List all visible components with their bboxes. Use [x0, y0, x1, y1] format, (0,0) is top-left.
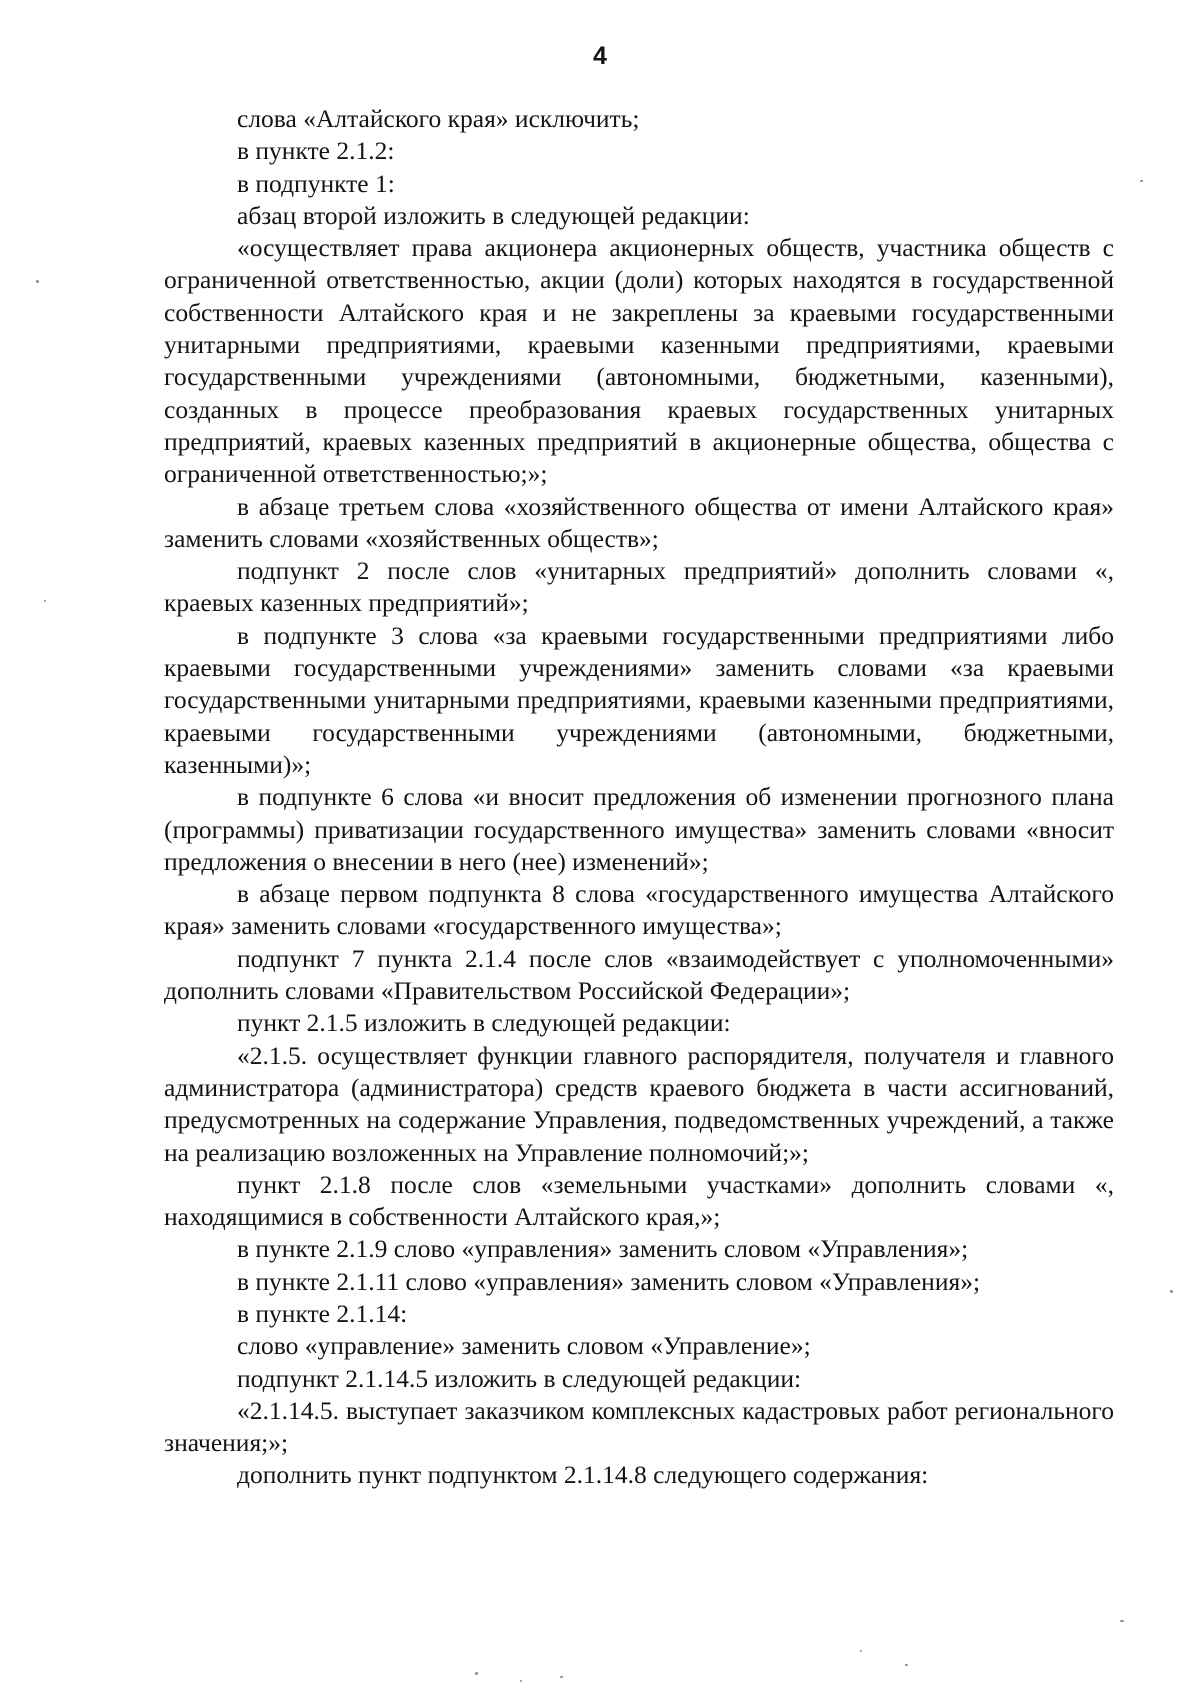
paragraph: абзац второй изложить в следующей редакции:	[237, 200, 750, 230]
scan-speck	[905, 1664, 908, 1666]
scan-speck	[860, 1650, 862, 1652]
paragraph: пункт 2.1.5 изложить в следующей редакции:	[237, 1008, 731, 1038]
paragraph: в подпункте 3 слова «за краевыми государственными предприятиями либо краевыми государственными учреждениями» заменить словами «за краевыми государственными унитарными предприятиями, краевыми казенными предприятиями, краевыми государственными учреждениями (автономными, бюджетными, казенными)»;	[164, 620, 1114, 779]
paragraph: в пункте 2.1.14:	[237, 1298, 408, 1328]
paragraph: в пункте 2.1.2:	[237, 136, 395, 166]
scan-speck	[560, 1676, 563, 1678]
paragraph: пункт 2.1.8 после слов «земельными участками» дополнить словами «, находящимися в собственности Алтайского края,»;	[164, 1169, 1114, 1232]
paragraph: в подпункте 6 слова «и вносит предложения об изменении прогнозного плана (программы) приватизации государственного имущества» заменить словами «вносит предложения о внесении в него (нее) изменений»;	[164, 782, 1114, 876]
paragraph: «осуществляет права акционера акционерных обществ, участника обществ с ограниченной ответственностью, акции (доли) которых находятся в государственной собственности Алтайского края и не закреплены за краевыми государственными унитарными предприятиями, краевыми казенными предприятиями, краевыми государственными учреждениями (автономными, бюджетными, казенными), созданных в процессе преобразования краевых государственных унитарных предприятий, краевых казенных предприятий в акционерные общества, общества с ограниченной ответственностью;»;	[164, 233, 1114, 489]
paragraph: в абзаце первом подпункта 8 слова «государственного имущества Алтайского края» заменить словами «государственного имущества»;	[164, 879, 1114, 941]
paragraph: дополнить пункт подпунктом 2.1.14.8 следующего содержания:	[237, 1460, 929, 1490]
scan-speck	[1170, 1290, 1173, 1293]
paragraph: «2.1.14.5. выступает заказчиком комплексных кадастровых работ регионального значения;»;	[164, 1395, 1114, 1458]
paragraph: в пункте 2.1.9 слово «управления» заменить словом «Управления»;	[237, 1234, 969, 1264]
scan-speck	[475, 1672, 478, 1675]
page-number: 4	[593, 42, 607, 70]
scan-speck	[1120, 1620, 1124, 1622]
paragraph: подпункт 2.1.14.5 изложить в следующей редакции:	[237, 1363, 802, 1393]
paragraph: в пункте 2.1.11 слово «управления» заменить словом «Управления»;	[237, 1266, 981, 1296]
scan-speck	[1140, 180, 1143, 182]
paragraph: «2.1.5. осуществляет функции главного распорядителя, получателя и главного администратора (администратора) средств краевого бюджета в части ассигнований, предусмотренных на содержание Управления, подведомственных учреждений, а также на реализацию возложенных на Управление полномочий;»;	[164, 1040, 1114, 1167]
scan-speck	[36, 280, 39, 283]
paragraph: подпункт 2 после слов «унитарных предприятий» дополнить словами «, краевых казенных предприятий»;	[164, 556, 1114, 618]
scan-speck	[520, 1680, 522, 1682]
paragraph: в подпункте 1:	[237, 168, 395, 198]
paragraph: в абзаце третьем слова «хозяйственного общества от имени Алтайского края» заменить словами «хозяйственных обществ»;	[164, 491, 1114, 553]
paragraph: слово «управление» заменить словом «Управление»;	[237, 1331, 811, 1361]
paragraph: подпункт 7 пункта 2.1.4 после слов «взаимодействует с уполномоченными» дополнить словами «Правительством Российской Федерации»;	[164, 943, 1114, 1006]
document-body	[164, 103, 1114, 1492]
scan-speck	[44, 600, 46, 602]
paragraph: слова «Алтайского края» исключить;	[237, 104, 640, 133]
